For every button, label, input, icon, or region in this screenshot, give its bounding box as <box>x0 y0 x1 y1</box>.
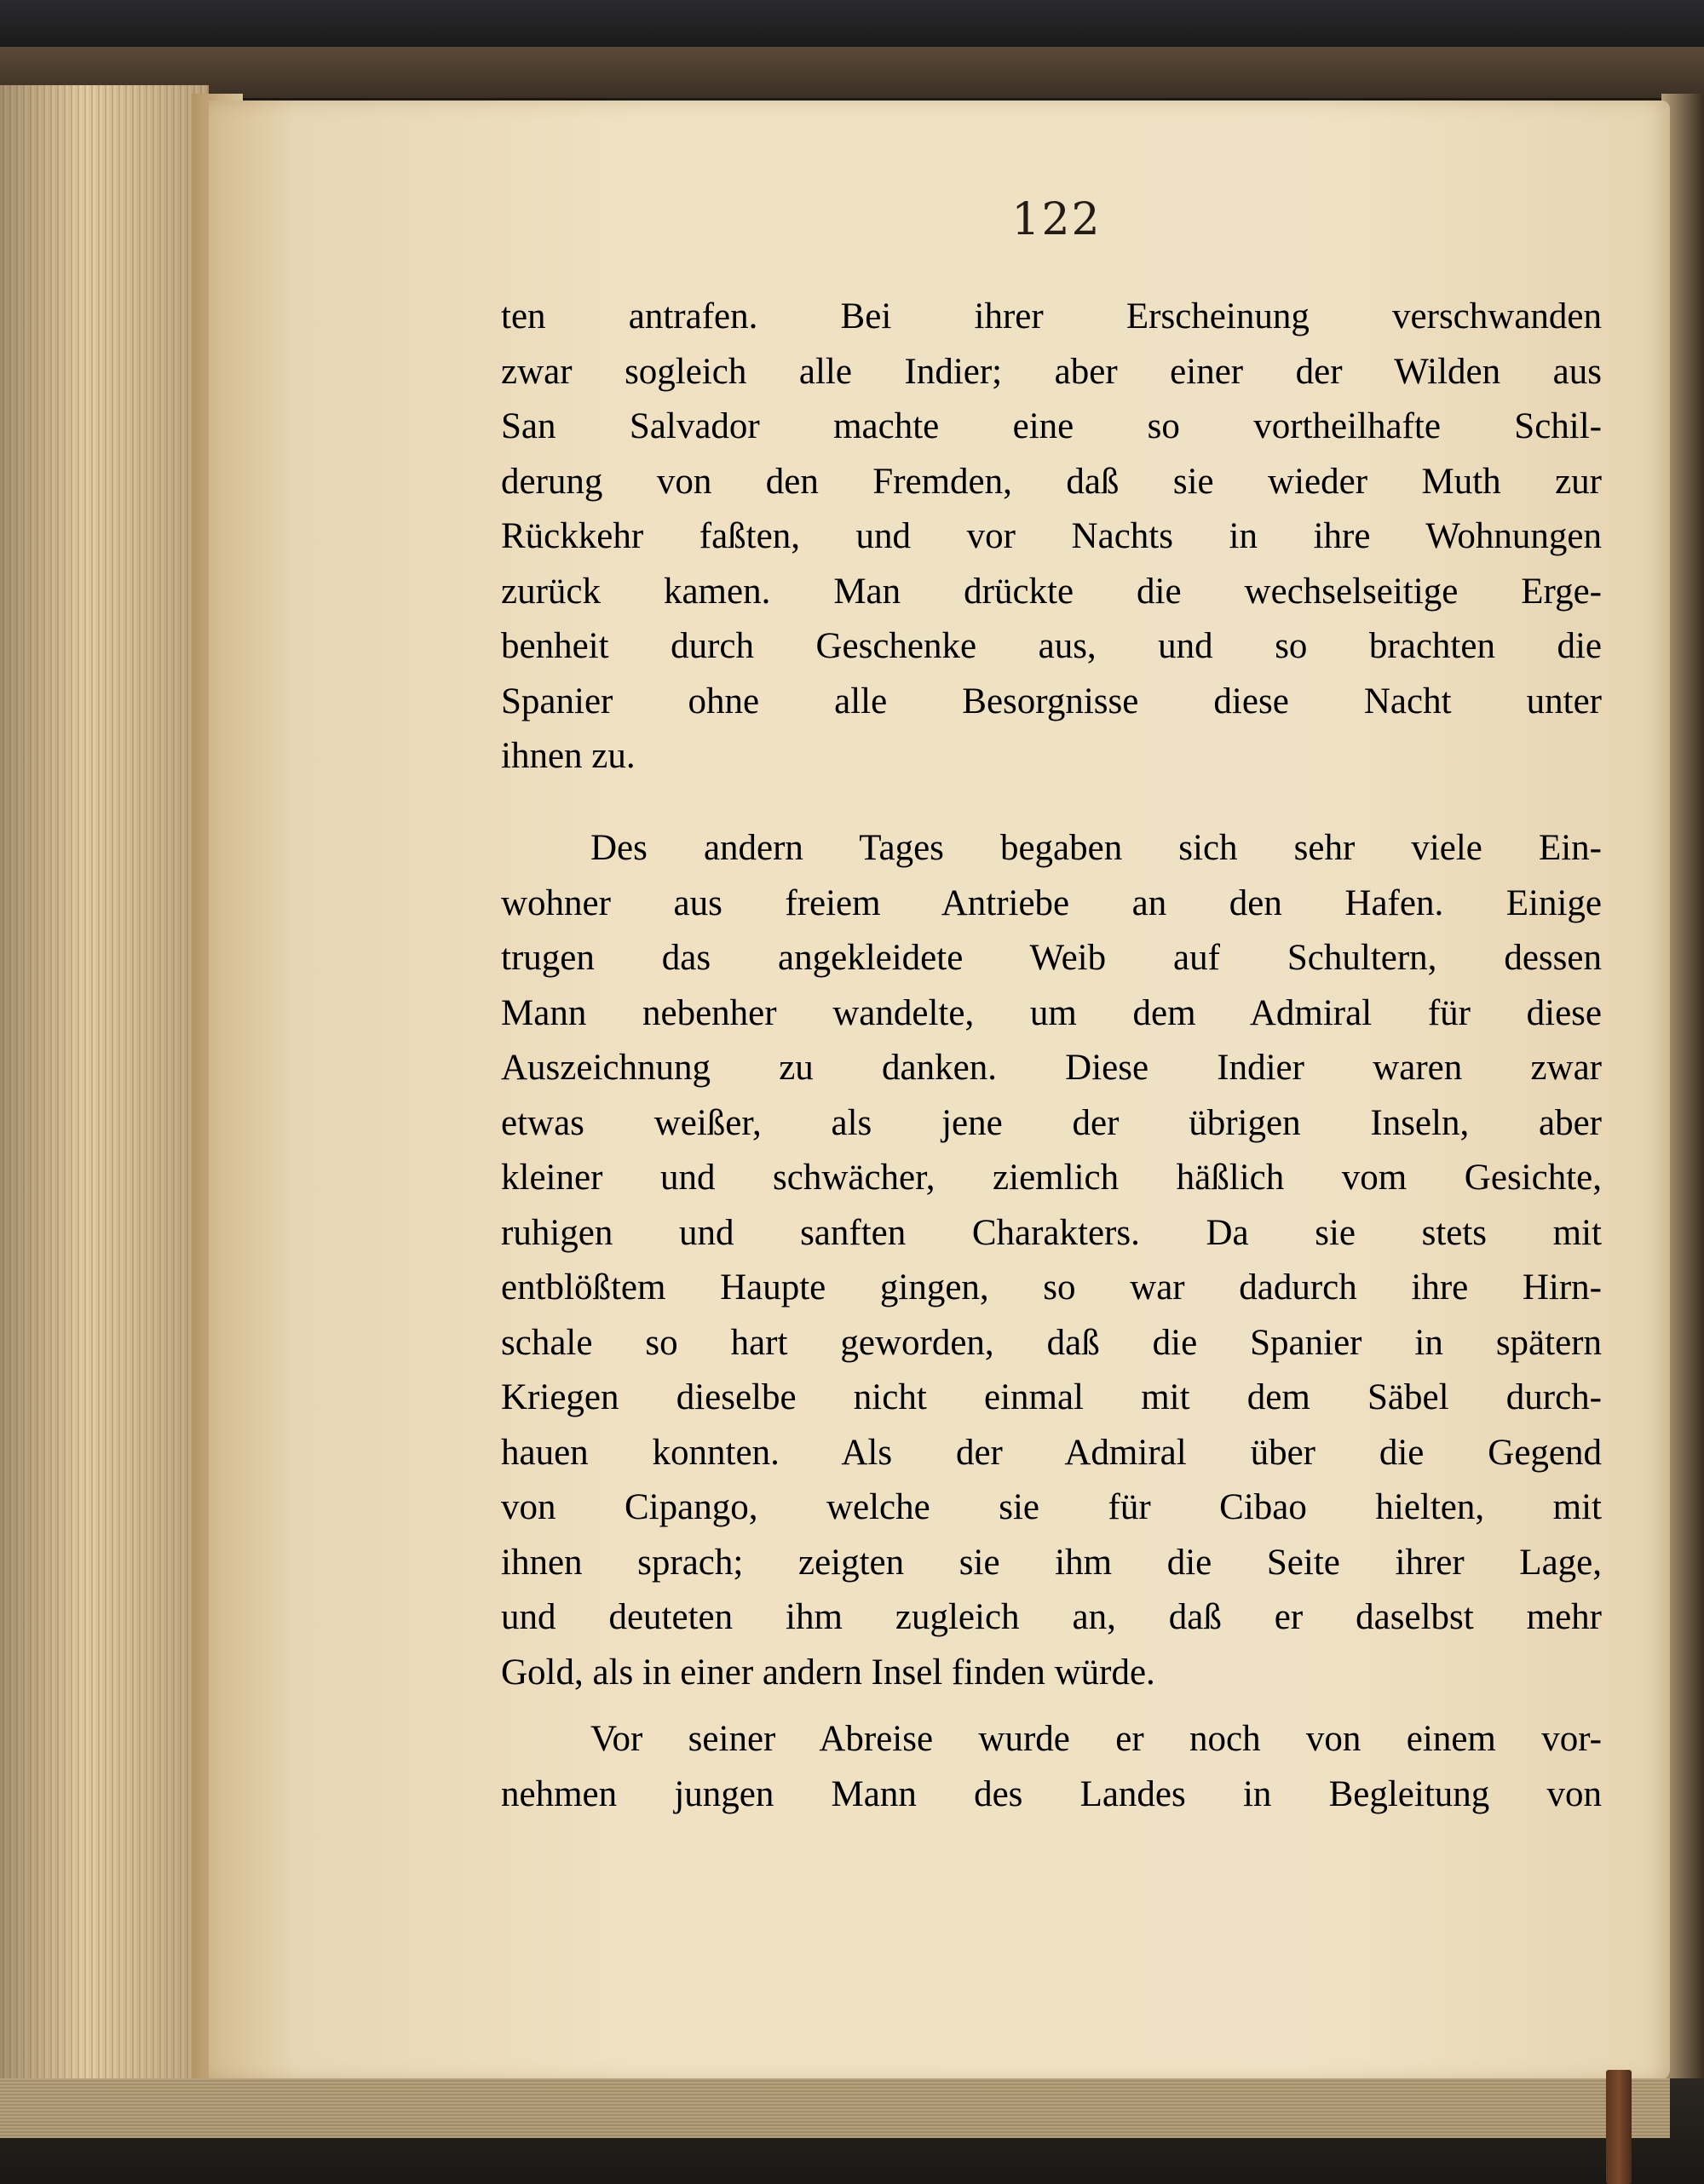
text-line: trugen das angekleidete Weib auf Schultern, dessen <box>501 938 1602 978</box>
text-line: derung von den Fremden, daß sie wieder Muth zur <box>501 461 1602 502</box>
background-shadow <box>0 0 1704 51</box>
text-line: kleiner und schwächer, ziemlich häßlich vom Gesichte, <box>501 1158 1602 1198</box>
text-line: entblößtem Haupte gingen, so war dadurch ihre Hirn- <box>501 1267 1602 1308</box>
text-line: Kriegen dieselbe nicht einmal mit dem Säbel durch- <box>501 1377 1602 1417</box>
text-line: Mann nebenher wandelte, um dem Admiral für diese <box>501 992 1602 1033</box>
paragraph-1 <box>501 290 1602 785</box>
page-stack-bottom <box>0 2078 1670 2138</box>
text-line: zurück kamen. Man drückte die wechselseitige Erge- <box>501 571 1602 612</box>
text-line: Spanier ohne alle Besorgnisse diese Nacht unter <box>501 681 1602 721</box>
text-line: zwar sogleich alle Indier; aber einer der Wilden aus <box>501 351 1602 392</box>
text-line: ihnen zu. <box>501 736 636 776</box>
page-stack-shade <box>0 85 209 2155</box>
text-line: nehmen jungen Mann des Landes in Begleitung von <box>501 1773 1602 1814</box>
page-number: 122 <box>1011 194 1102 245</box>
text-line: ihnen sprach; zeigten sie ihm die Seite ihrer Lage, <box>501 1542 1602 1583</box>
paragraph-2 <box>501 821 1602 1700</box>
text-line: Des andern Tages begaben sich sehr viele Ein- <box>590 828 1602 868</box>
text-line: von Cipango, welche sie für Cibao hielten, mit <box>501 1487 1602 1527</box>
text-line: hauen konnten. Als der Admiral über die Gegend <box>501 1432 1602 1473</box>
text-line: benheit durch Geschenke aus, und so brachten die <box>501 626 1602 666</box>
text-line: ten antrafen. Bei ihrer Erscheinung verschwanden <box>501 296 1602 336</box>
text-line: schale so hart geworden, daß die Spanier in spätern <box>501 1322 1602 1363</box>
paragraph-3 <box>501 1712 1602 1822</box>
text-line: Rückkehr faßten, und vor Nachts in ihre Wohnungen <box>501 516 1602 556</box>
text-line: San Salvador machte eine so vortheilhafte Schil- <box>501 406 1602 446</box>
text-line: Gold, als in einer andern Insel finden würde. <box>501 1652 1155 1693</box>
text-line: Auszeichnung zu danken. Diese Indier waren zwar <box>501 1048 1602 1088</box>
text-line: etwas weißer, als jene der übrigen Inseln, aber <box>501 1102 1602 1143</box>
text-line: Vor seiner Abreise wurde er noch von einem vor- <box>590 1719 1602 1759</box>
bookmark-ribbon <box>1606 2070 1632 2184</box>
text-line: und deuteten ihm zugleich an, daß er daselbst mehr <box>501 1597 1602 1637</box>
text-line: ruhigen und sanften Charakters. Da sie stets mit <box>501 1212 1602 1253</box>
text-line: wohner aus freiem Antriebe an den Hafen. Einige <box>501 882 1602 923</box>
cover-board-edge <box>0 47 1704 98</box>
